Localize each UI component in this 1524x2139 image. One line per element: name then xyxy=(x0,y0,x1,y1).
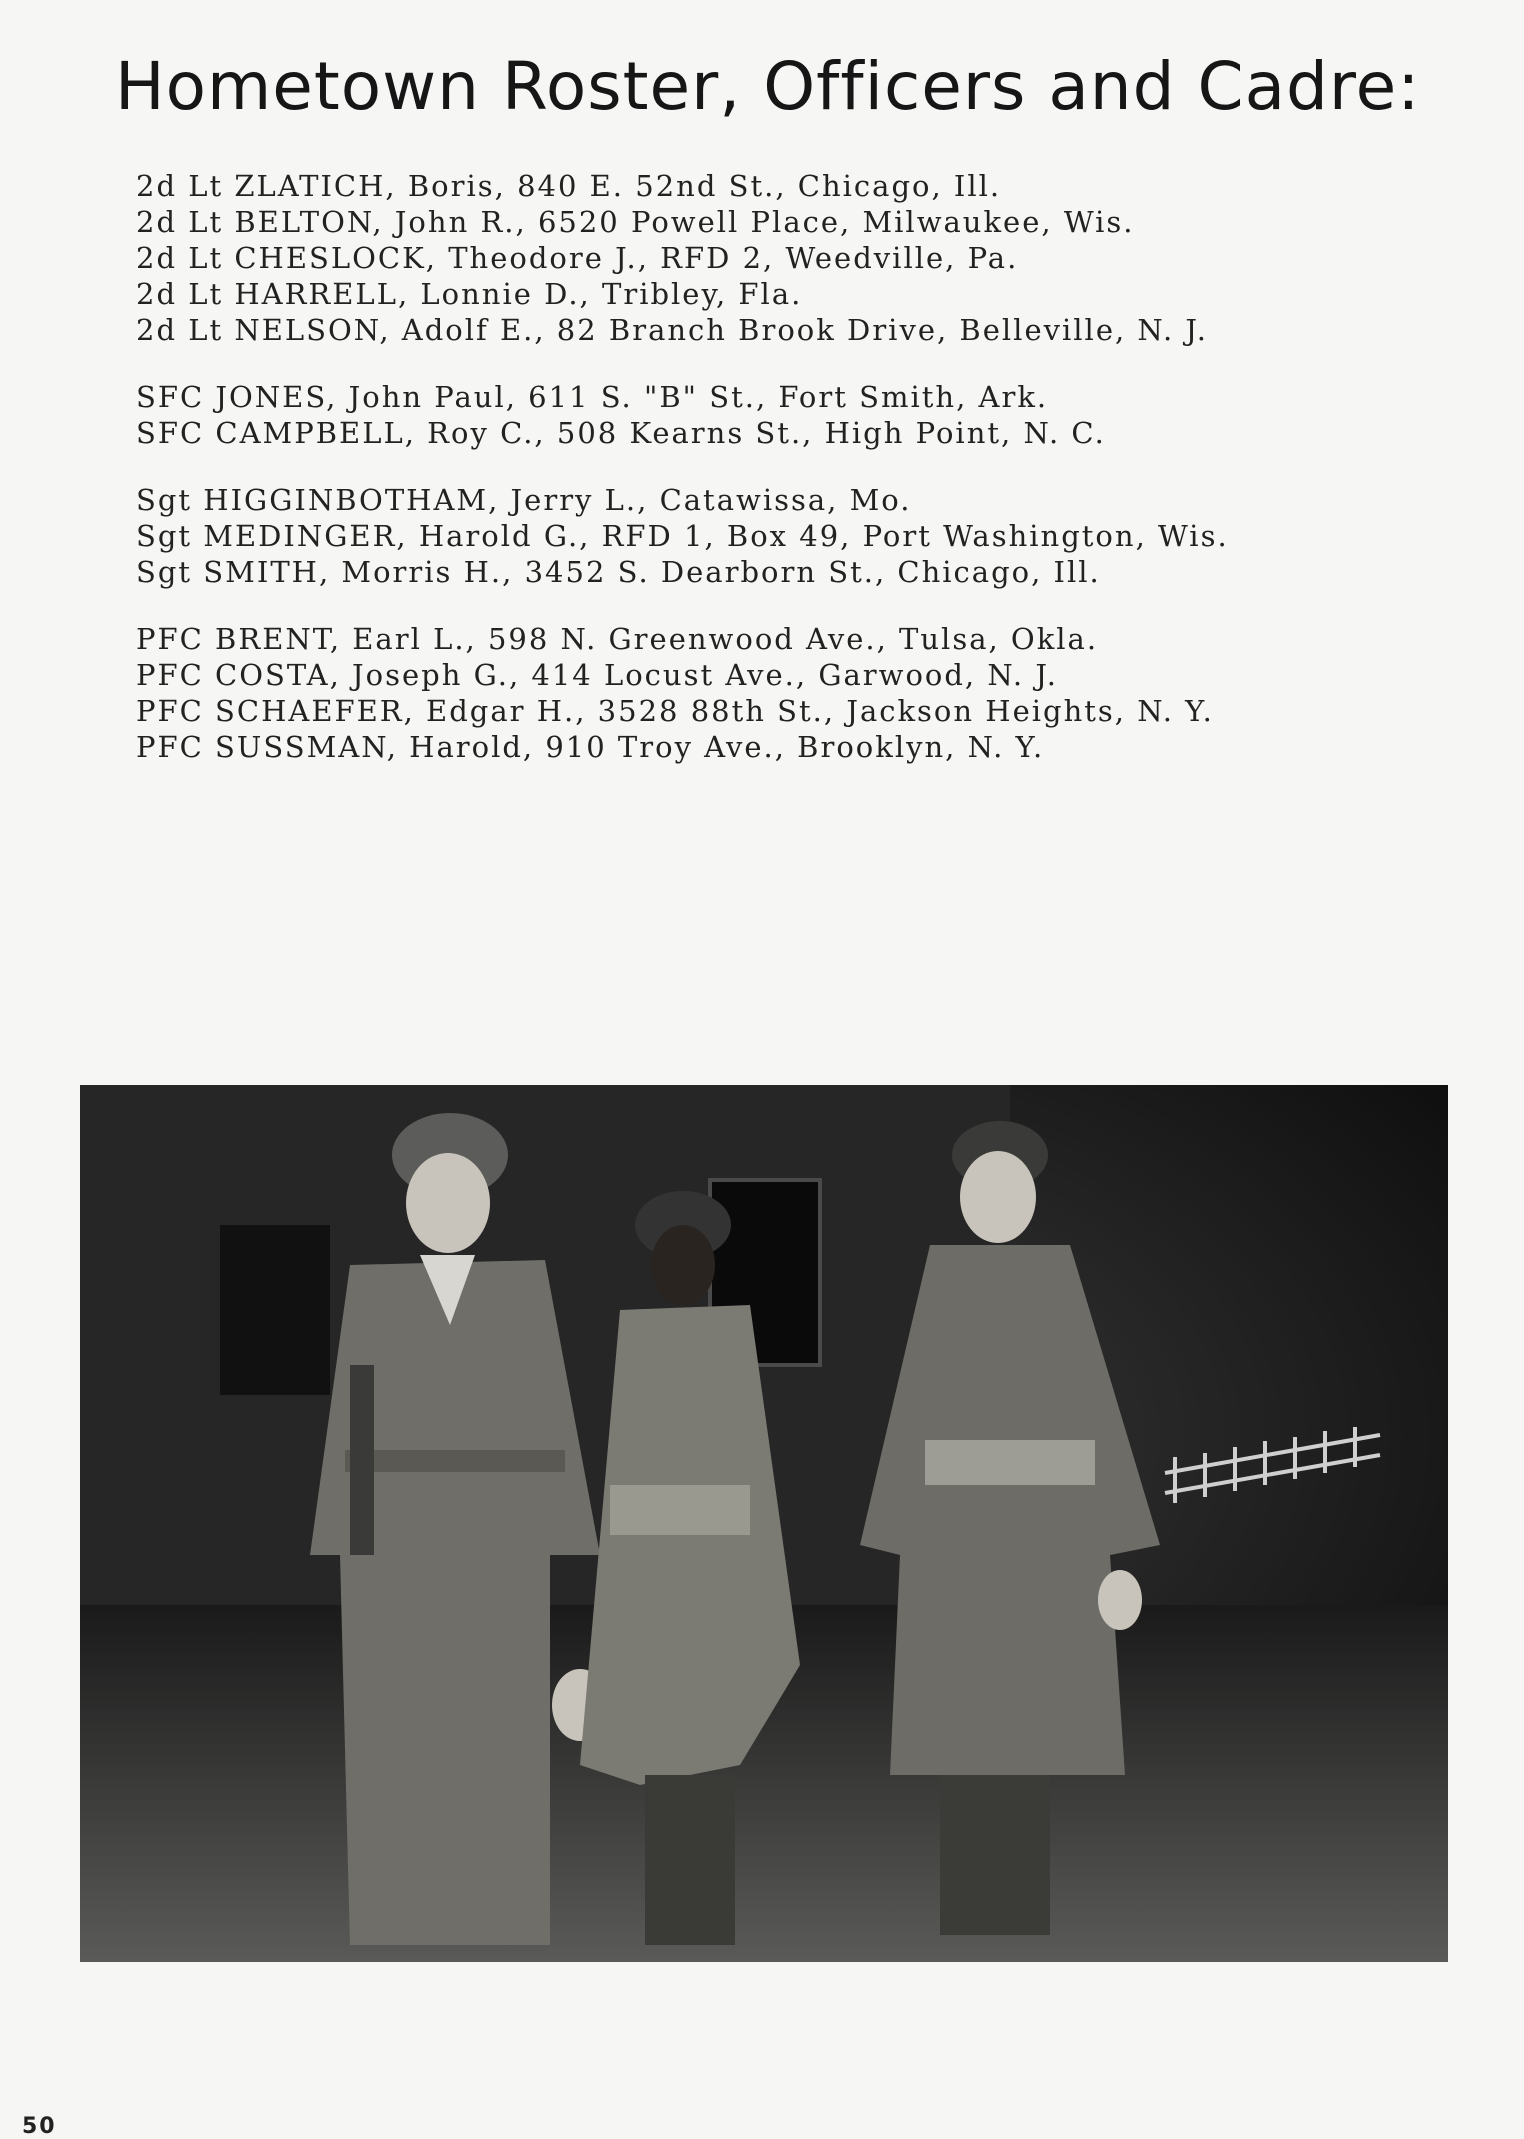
roster-group-sfc xyxy=(136,379,1229,451)
roster-entry: SFC JONES, John Paul, 611 S. "B" St., Fort Smith, Ark. xyxy=(136,380,1049,414)
roster-list xyxy=(136,168,1229,796)
roster-entry: 2d Lt HARRELL, Lonnie D., Tribley, Fla. xyxy=(136,277,803,311)
roster-entry: Sgt HIGGINBOTHAM, Jerry L., Catawissa, Mo. xyxy=(136,483,912,517)
roster-entry: PFC SUSSMAN, Harold, 910 Troy Ave., Brooklyn, N. Y. xyxy=(136,730,1045,764)
page-title: Hometown Roster, Officers and Cadre: xyxy=(115,48,1421,125)
roster-entry: 2d Lt BELTON, John R., 6520 Powell Place, Milwaukee, Wis. xyxy=(136,205,1135,239)
roster-entry: 2d Lt CHESLOCK, Theodore J., RFD 2, Weedville, Pa. xyxy=(136,241,1019,275)
roster-entry: PFC SCHAEFER, Edgar H., 3528 88th St., Jackson Heights, N. Y. xyxy=(136,694,1214,728)
roster-entry: Sgt SMITH, Morris H., 3452 S. Dearborn St., Chicago, Ill. xyxy=(136,555,1101,589)
page-number: 50 xyxy=(22,2114,57,2139)
soldiers-photo xyxy=(80,1085,1448,1962)
roster-entry: PFC COSTA, Joseph G., 414 Locust Ave., Garwood, N. J. xyxy=(136,658,1058,692)
roster-entry: Sgt MEDINGER, Harold G., RFD 1, Box 49, Port Washington, Wis. xyxy=(136,519,1229,553)
roster-group-officers xyxy=(136,168,1229,348)
roster-entry: SFC CAMPBELL, Roy C., 508 Kearns St., High Point, N. C. xyxy=(136,416,1106,450)
roster-entry: 2d Lt ZLATICH, Boris, 840 E. 52nd St., Chicago, Ill. xyxy=(136,169,1002,203)
roster-group-pfc xyxy=(136,621,1229,765)
roster-group-sgt xyxy=(136,482,1229,590)
roster-entry: PFC BRENT, Earl L., 598 N. Greenwood Ave., Tulsa, Okla. xyxy=(136,622,1099,656)
soldiers-photo-illustration xyxy=(80,1085,1448,1962)
roster-entry: 2d Lt NELSON, Adolf E., 82 Branch Brook Drive, Belleville, N. J. xyxy=(136,313,1208,347)
